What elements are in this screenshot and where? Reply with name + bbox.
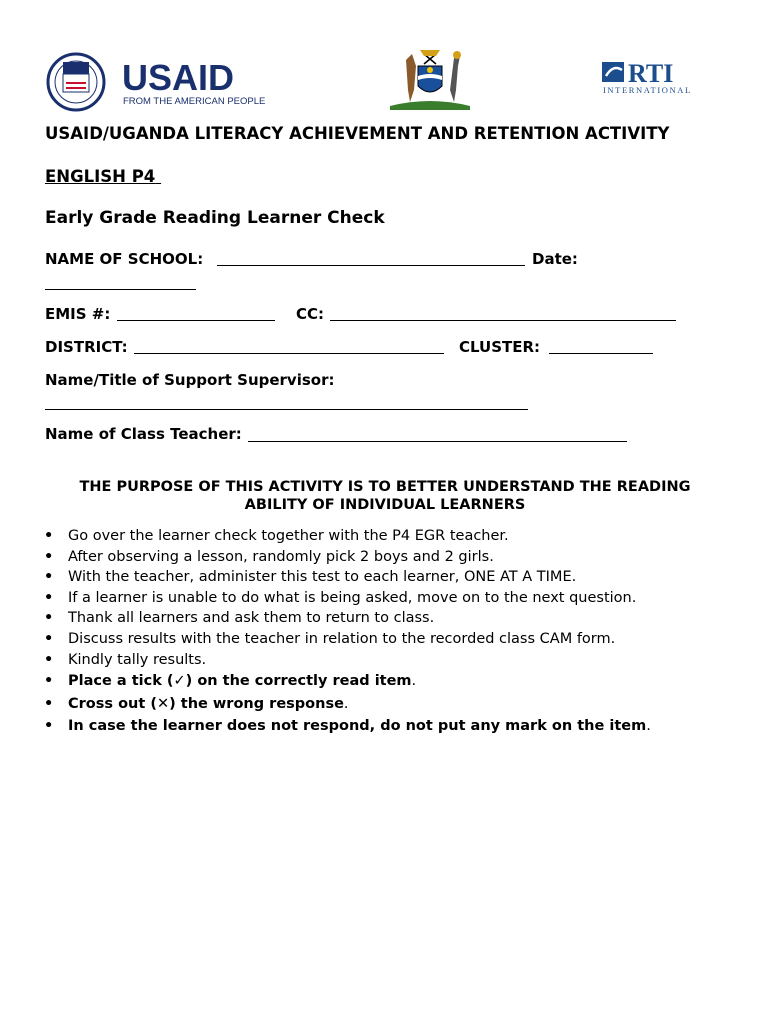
date-label: Date: bbox=[532, 250, 578, 268]
instruction-item: • Kindly tally results. bbox=[44, 650, 651, 671]
rti-sub: INTERNATIONAL bbox=[603, 85, 692, 95]
date-input-line[interactable] bbox=[45, 275, 196, 290]
supervisor-input-line[interactable] bbox=[45, 395, 528, 410]
school-input-line[interactable] bbox=[217, 251, 525, 266]
district-label: DISTRICT: bbox=[45, 338, 128, 356]
instruction-item-bold: • In case the learner does not respond, do not put any mark on the item. bbox=[44, 715, 651, 738]
rti-logo bbox=[598, 58, 720, 96]
supervisor-label: Name/Title of Support Supervisor: bbox=[45, 371, 335, 389]
form-title: Early Grade Reading Learner Check bbox=[45, 208, 385, 228]
purpose-line-1: THE PURPOSE OF THIS ACTIVITY IS TO BETTER UNDERSTAND THE READING bbox=[79, 479, 691, 495]
purpose-line-2: ABILITY OF INDIVIDUAL LEARNERS bbox=[244, 497, 526, 513]
school-label: NAME OF SCHOOL: bbox=[45, 250, 204, 268]
cc-input-line[interactable] bbox=[330, 306, 676, 321]
emis-label: EMIS #: bbox=[45, 305, 111, 323]
subject-title: ENGLISH P4 bbox=[45, 167, 156, 186]
cluster-label: CLUSTER: bbox=[459, 338, 541, 356]
instruction-item: • With the teacher, administer this test to each learner, ONE AT A TIME. bbox=[44, 567, 651, 588]
cc-label: CC: bbox=[296, 305, 325, 323]
teacher-input-line[interactable] bbox=[248, 427, 627, 442]
usaid-tagline: FROM THE AMERICAN PEOPLE bbox=[123, 96, 266, 107]
purpose-statement bbox=[40, 478, 730, 514]
emis-input-line[interactable] bbox=[117, 306, 275, 321]
project-title: USAID/UGANDA LITERACY ACHIEVEMENT AND RETENTION ACTIVITY bbox=[45, 124, 670, 143]
cluster-input-line[interactable] bbox=[549, 339, 653, 354]
usaid-logo bbox=[46, 52, 278, 112]
instruction-item: • Discuss results with the teacher in relation to the recorded class CAM form. bbox=[44, 629, 651, 650]
instruction-item-bold: • Cross out (✕) the wrong response. bbox=[44, 693, 651, 716]
usaid-wordmark: USAID bbox=[122, 57, 235, 98]
instruction-item: • Thank all learners and ask them to return to class. bbox=[44, 608, 651, 629]
instruction-item-bold: • Place a tick (✓) on the correctly read item. bbox=[44, 670, 651, 693]
rti-wordmark: RTI bbox=[628, 59, 674, 88]
instruction-item: • After observing a lesson, randomly pick 2 boys and 2 girls. bbox=[44, 547, 651, 568]
instructions-list bbox=[44, 526, 651, 738]
instruction-item: • If a learner is unable to do what is being asked, move on to the next question. bbox=[44, 588, 651, 609]
coat-of-arms-logo bbox=[384, 46, 476, 110]
teacher-label: Name of Class Teacher: bbox=[45, 425, 242, 443]
district-input-line[interactable] bbox=[134, 339, 444, 354]
instruction-item: • Go over the learner check together with the P4 EGR teacher. bbox=[44, 526, 651, 547]
